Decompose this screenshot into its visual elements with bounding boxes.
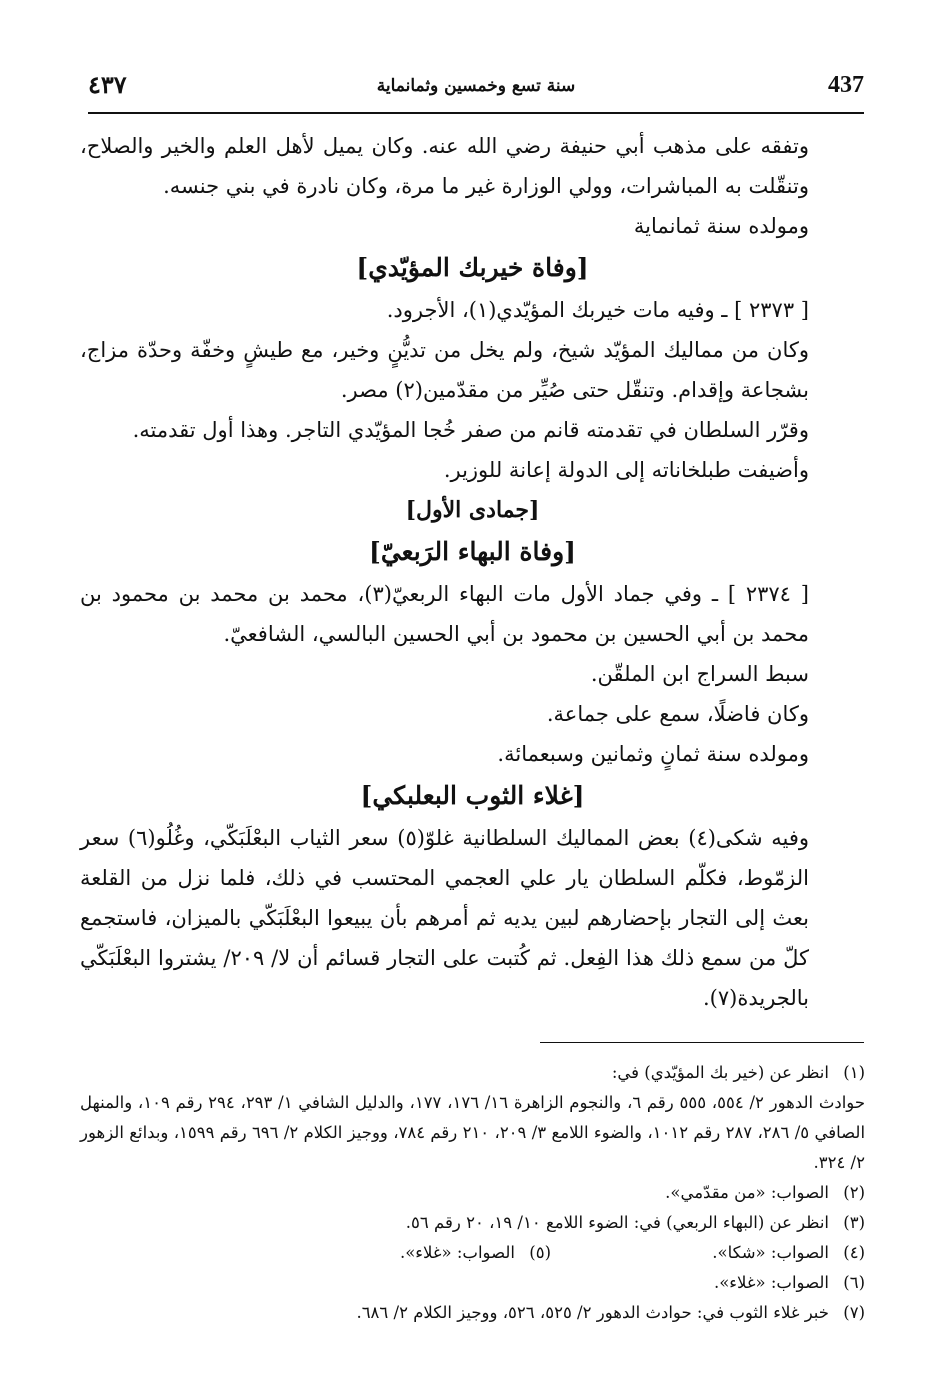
footnote-marker: (٤)	[843, 1243, 865, 1262]
paragraph: وأضيفت طبلخاناته إلى الدولة إعانة للوزير.	[443, 458, 809, 482]
paragraph: ومولده سنة ثمانماية	[633, 214, 809, 238]
list-item: وكان فاضلًا، سمع على جماعة.	[546, 702, 809, 726]
footnote-text: خبر غلاء الثوب في: حوادث الدهور ٢/ ٥٢٥، ٥٢٦، ووجيز الكلام ٢/ ٦٨٦.	[356, 1303, 829, 1322]
section-heading: [وفاة البهاء الرَبعيّ]	[368, 537, 577, 566]
footnote-6	[80, 1268, 865, 1298]
section-heading: [وفاة خيربك المؤيّدي]	[356, 253, 589, 282]
header-rule	[88, 112, 864, 114]
footnote-2	[80, 1178, 865, 1208]
spacer	[551, 1238, 609, 1268]
footnote-1-continued	[80, 1088, 865, 1178]
paragraph: وفيه شكى(٤) بعض المماليك السلطانية غلوّ(٥) سعر الثياب البعْلَبَكّي، وغُلُو(٦) سعر الزمّوط، فكلّم السلطان يار علي العجمي المحتسب في ذلك، فلما نزل من القلعة بعث إلى التجار بإحضارهم لبين يديه ثم أمرهم بأن يبيعوا البعْلَبَكّي بالميزان، فاستجمع كلّ من سمع ذلك هذا الفِعل. ثم كُتبت على التجار قسائم أن لا/ ٢٠٩/ يشتروا البعْلَبَكّي بالجريدة(٧).	[80, 826, 810, 1010]
list-item: ومولده سنة ثمانٍ وثمانين وسبعمائة.	[497, 742, 809, 766]
footnote-3	[80, 1208, 865, 1238]
footnote-text: الصواب: «شكا».	[712, 1243, 829, 1262]
footnote-text: انظر عن (البهاء الربعي) في: الضوء اللامع ١٠/ ١٩، ٢٠ رقم ٥٦.	[405, 1213, 829, 1232]
page-number-latin: 437	[828, 72, 864, 98]
section-heading: [غلاء الثوب البعلبكي]	[360, 781, 585, 810]
paragraph: وكان من مماليك المؤيّد شيخ، ولم يخل من تديُّنٍ وخير، مع طيشٍ وخفّة وحدّة مزاج، بشجاعة وإقدام. وتنقّل حتى صُيِّر من مقدّمين(٢) مصر.	[80, 338, 809, 402]
footnote-text: حوادث الدهور ٢/ ٥٥٤، ٥٥٥ رقم ٦، والنجوم الزاهرة ١٦/ ١٧٦، ١٧٧، والدليل الشافي ١/ ٢٩٣، ٢٩٤ رقم ١٠٩، والمنهل الصافي ٥/ ٢٨٦، ٢٨٧ رقم ١٠١٢، والضوء اللامع ٣/ ٢٠٩، ٢١٠ رقم ٧٨٤، ووجيز الكلام ٢/ ٦٩٦ رقم ١٥٩٩، وبدائع الزهور ٢/ ٣٢٤.	[80, 1093, 866, 1172]
footnote-4-5	[80, 1238, 865, 1268]
footnote-marker: (٢)	[843, 1183, 865, 1202]
running-title: سنة تسع وخمسين وثمانماية	[376, 76, 576, 96]
paragraph: وتفقه على مذهب أبي حنيفة رضي الله عنه. وكان يميل لأهل العلم والخير والصلاح، وتنقّلت به المباشرات، وولي الوزارة غير ما مرة، وكان نادرة في بني جنسه.	[80, 134, 809, 198]
main-text	[80, 126, 865, 1018]
page-header	[88, 70, 864, 112]
footnote-7	[80, 1298, 865, 1328]
footnote-text: انظر عن (خير بك المؤيّدي) في:	[611, 1063, 829, 1082]
footnote-rule	[540, 1042, 864, 1043]
list-item: سبط السراج ابن الملقّن.	[590, 662, 809, 686]
page-number-arabic: ٤٣٧	[88, 70, 127, 99]
paragraph: وقرّر السلطان في تقدمته قانم من صفر خُجا المؤيّدي التاجر. وهذا أول تقدمته.	[132, 418, 809, 442]
footnotes	[80, 1058, 865, 1328]
entry-2373: [ ٢٣٧٣ ] ـ وفيه مات خيربك المؤيّدي(١)، الأجرود.	[386, 298, 809, 322]
footnote-text: الصواب: «من مقدّمي».	[665, 1183, 829, 1202]
entry-2374: [ ٢٣٧٤ ] ـ وفي جماد الأول مات البهاء الربعيّ(٣)، محمد بن محمد بن محمود بن محمد بن أبي الحسين بن محمود بن أبي الحسين البالسي، الشافعيّ.	[80, 582, 809, 646]
footnote-text: الصواب: «غلاء».	[399, 1243, 515, 1262]
footnote-marker: (١)	[843, 1063, 865, 1082]
footnote-marker: (٦)	[843, 1273, 865, 1292]
footnote-text: الصواب: «غلاء».	[713, 1273, 829, 1292]
footnote-marker: (٧)	[843, 1303, 865, 1322]
month-heading: [جمادى الأول]	[405, 497, 540, 523]
footnote-marker: (٣)	[843, 1213, 865, 1232]
footnote-1	[80, 1058, 865, 1088]
footnote-marker: (٥)	[529, 1243, 551, 1262]
